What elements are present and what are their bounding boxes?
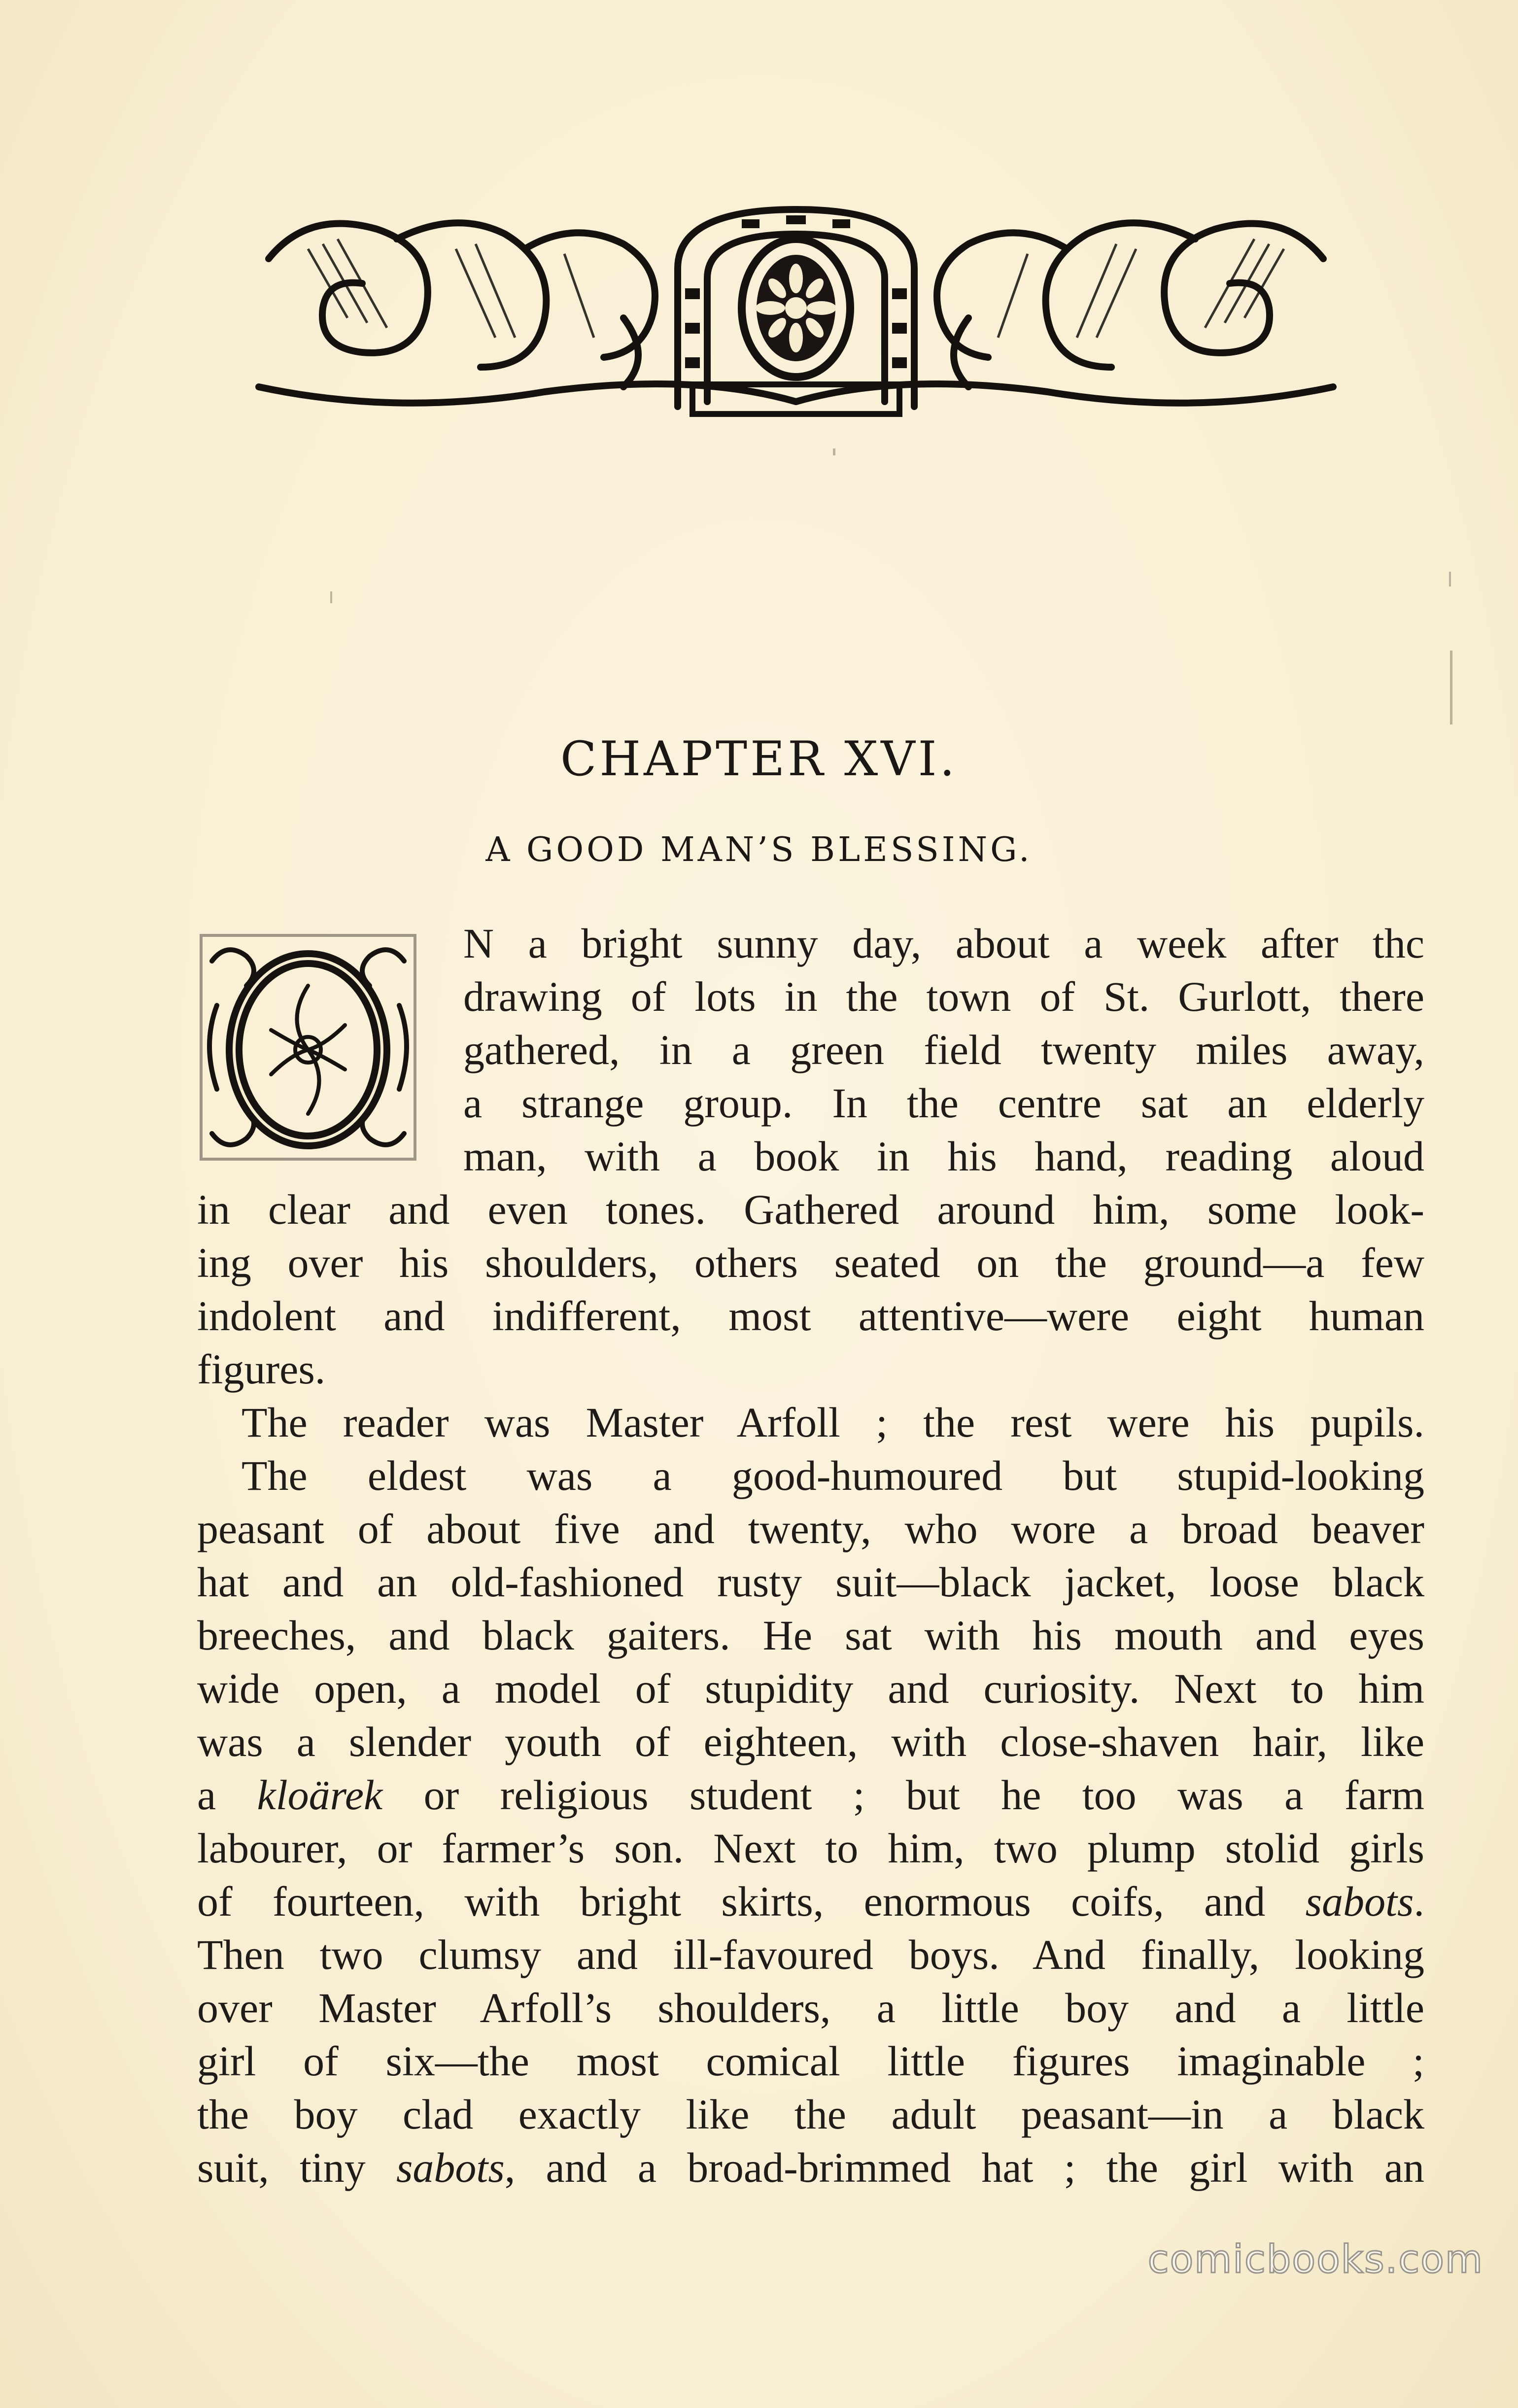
scan-mark	[1450, 651, 1452, 724]
text-line: a strange group. In the centre sat an elderly	[463, 1079, 1424, 1127]
text-line: suit, tiny sabots, and a broad-brimmed hat ; the girl with an	[197, 2144, 1424, 2191]
text-line: figures.	[197, 1345, 326, 1393]
text-line: The reader was Master Arfoll ; the rest were his pupils.	[242, 1399, 1424, 1446]
drop-cap-ornament	[197, 931, 419, 1163]
scan-mark	[833, 448, 835, 455]
text-line: in clear and even tones. Gathered around him, some look-	[197, 1186, 1424, 1233]
text-line: drawing of lots in the town of St. Gurlott, there	[463, 973, 1424, 1020]
text-line: man, with a book in his hand, reading aloud	[463, 1133, 1424, 1180]
text-line: of fourteen, with bright skirts, enormous coifs, and sabots.	[197, 1878, 1424, 1925]
text-line: a kloärek or religious student ; but he too was a farm	[197, 1771, 1425, 1819]
scan-mark	[330, 591, 332, 603]
chapter-subtitle: A GOOD MAN’S BLESSING.	[485, 830, 1033, 869]
chapter-title: CHAPTER XVI.	[560, 731, 958, 787]
watermark: comicbooks.com	[1147, 2237, 1484, 2282]
text-line: the boy clad exactly like the adult peasant—in a black	[197, 2091, 1424, 2138]
text-line: The eldest was a good-humoured but stupid-looking	[242, 1452, 1424, 1499]
text-line: Then two clumsy and ill-favoured boys. And finally, looking	[197, 1931, 1424, 1978]
text-line: hat and an old-fashioned rusty suit—black jacket, loose black	[197, 1558, 1424, 1606]
text-line: girl of six—the most comical little figures imaginable ;	[197, 2037, 1424, 2085]
text-line: gathered, in a green field twenty miles away,	[463, 1026, 1424, 1073]
text-line: over Master Arfoll’s shoulders, a little boy and a little	[197, 1984, 1424, 2031]
ornamental-headpiece	[249, 190, 1343, 426]
text-line: breeches, and black gaiters. He sat with his mouth and eyes	[197, 1612, 1424, 1659]
text-line: indolent and indifferent, most attentive—were eight human	[197, 1292, 1424, 1340]
text-line: was a slender youth of eighteen, with close-shaven hair, like	[197, 1718, 1424, 1765]
text-line: ing over his shoulders, others seated on the ground—a few	[197, 1239, 1424, 1286]
scan-mark	[1449, 572, 1451, 586]
text-line: N a bright sunny day, about a week after thc	[463, 920, 1424, 967]
text-line: labourer, or farmer’s son. Next to him, two plump stolid girls	[197, 1824, 1424, 1872]
text-line: wide open, a model of stupidity and curiosity. Next to him	[197, 1665, 1424, 1712]
text-line: peasant of about five and twenty, who wore a broad beaver	[197, 1505, 1424, 1552]
